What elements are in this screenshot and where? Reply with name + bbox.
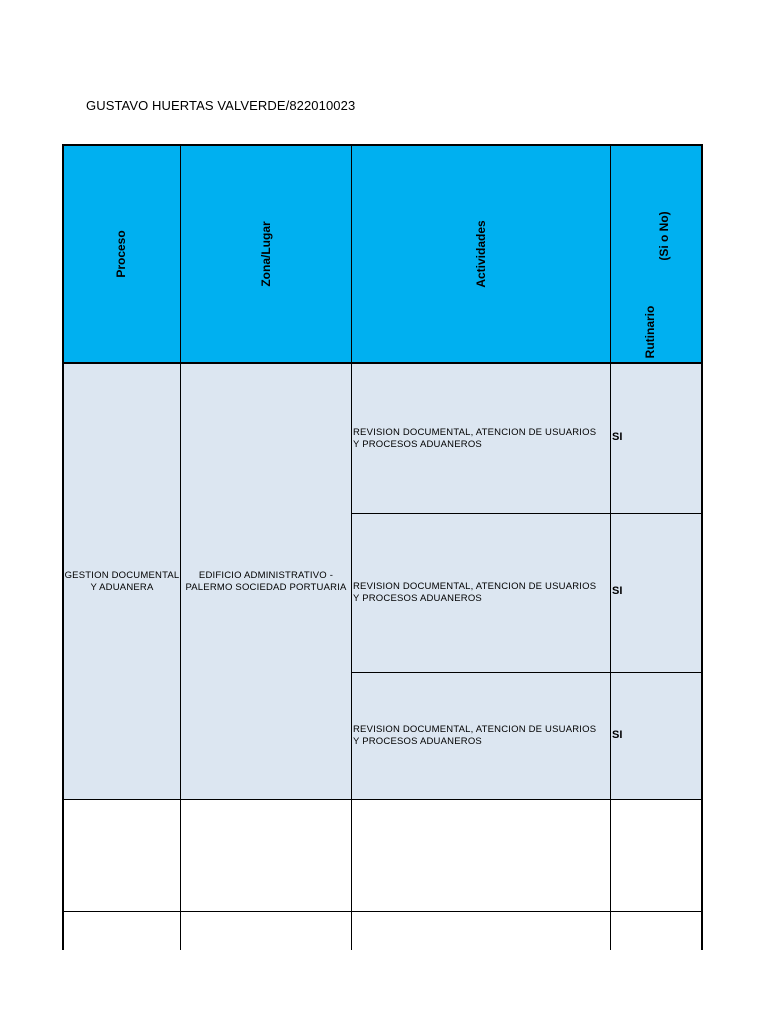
grid-vline (701, 144, 703, 950)
grid-hline (351, 513, 703, 514)
grid-vline (62, 144, 64, 950)
grid-hline (62, 144, 703, 146)
header-proceso: Proceso (114, 230, 128, 278)
grid-vline (610, 144, 611, 950)
header-si-no: (Si o No) (657, 211, 671, 261)
document-title: GUSTAVO HUERTAS VALVERDE/822010023 (86, 98, 356, 113)
grid-vline (180, 144, 181, 950)
rutinario-cell: SI (612, 585, 623, 597)
grid-vline (351, 144, 352, 950)
grid-hline (62, 911, 703, 912)
rutinario-cell: SI (612, 729, 623, 741)
grid-hline (351, 672, 703, 673)
actividad-cell: REVISION DOCUMENTAL, ATENCION DE USUARIOS Y PROCESOS ADUANEROS (353, 724, 597, 747)
header-row (63, 145, 702, 363)
zona-cell: EDIFICIO ADMINISTRATIVO - PALERMO SOCIEDAD PORTUARIA (185, 570, 347, 593)
grid-hline (62, 799, 703, 800)
actividad-cell: REVISION DOCUMENTAL, ATENCION DE USUARIOS Y PROCESOS ADUANEROS (353, 427, 597, 450)
rutinario-cell: SI (612, 431, 623, 443)
header-zona-lugar: Zona/Lugar (259, 221, 273, 287)
header-rutinario: Rutinario (643, 305, 657, 359)
actividad-cell: REVISION DOCUMENTAL, ATENCION DE USUARIOS Y PROCESOS ADUANEROS (353, 581, 597, 604)
grid-hline (62, 362, 703, 364)
header-actividades: Actividades (474, 220, 488, 288)
proceso-cell: GESTION DOCUMENTAL Y ADUANERA (64, 570, 180, 593)
